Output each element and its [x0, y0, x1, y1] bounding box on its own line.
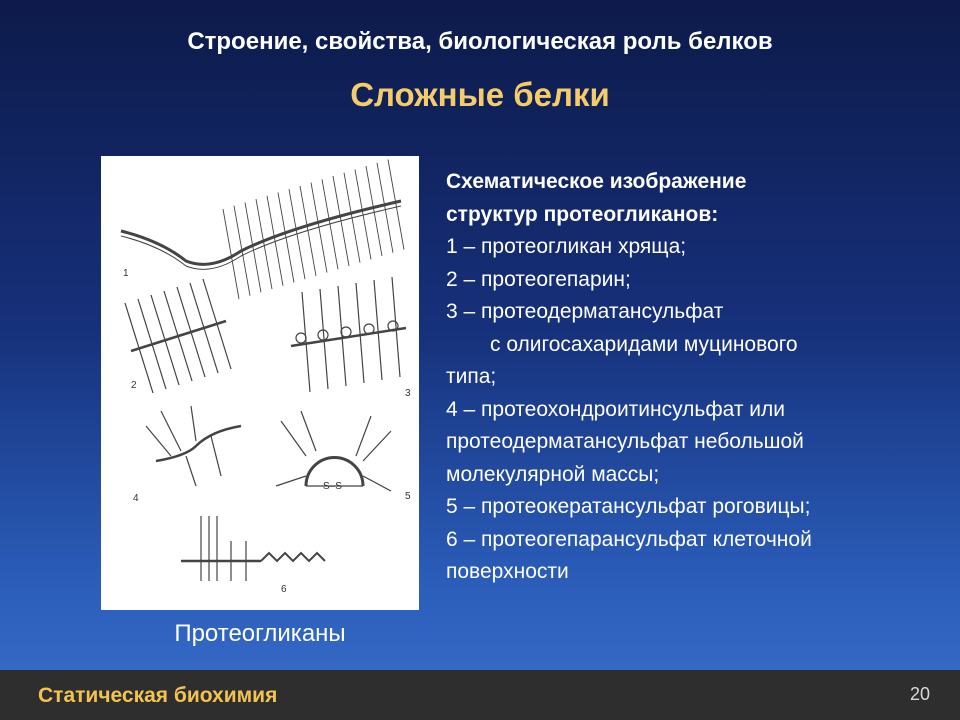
list-item: поверхности: [446, 560, 569, 583]
slide-subtitle: Сложные белки: [350, 76, 610, 113]
glycan-chain: [151, 295, 179, 385]
panel-5-diagram: [276, 411, 391, 491]
list-item: протеодерматансульфат небольшой: [446, 430, 804, 453]
list-item: молекулярной массы;: [446, 462, 660, 486]
figure-caption: Протеогликаны: [174, 620, 346, 647]
page-number: 20: [909, 684, 930, 704]
slide-title: Строение, свойства, биологическая роль белков: [187, 28, 773, 55]
glycan-chain: [203, 279, 231, 369]
panel-4-diagram: [146, 406, 241, 486]
list-item: типа;: [446, 365, 497, 388]
list-item: 5 – протеокератансульфат роговицы;: [446, 495, 811, 518]
description-heading-line2: структур протеогликанов:: [446, 202, 719, 226]
glycan-chain: [338, 286, 346, 386]
panel-5-label: 5: [405, 491, 411, 502]
panel-1-label: 1: [123, 268, 129, 279]
list-item: 6 – протеогепарансульфат клеточной: [446, 527, 812, 551]
proteoglycan-figure: [101, 156, 419, 610]
list-item: 3 – протеодерматансульфат: [446, 300, 724, 323]
description-block: [446, 166, 936, 589]
glycan-chain: [125, 303, 153, 393]
panel-1-diagram: [121, 160, 404, 300]
panel-4-label: 4: [133, 493, 139, 504]
panel-6-diagram: [181, 516, 325, 581]
glycan-chain: [138, 299, 166, 389]
proteoglycan-diagram: [101, 156, 419, 610]
glycan-chain: [356, 283, 364, 383]
panel-3-label: 3: [405, 388, 411, 399]
panel-6-label: 6: [281, 584, 287, 595]
panel-2-label: 2: [131, 380, 137, 391]
glycan-chain: [164, 291, 192, 381]
glycan-chain: [392, 277, 400, 377]
panel-2-diagram: [125, 279, 231, 393]
list-item: с олигосахаридами муцинового: [490, 332, 798, 356]
footer-title: Статическая биохимия: [38, 684, 278, 707]
list-item: 2 – протеогепарин;: [446, 267, 631, 291]
description-heading-line1: Схематическое изображение: [446, 170, 747, 193]
list-item: 4 – протеохондроитинсульфат или: [446, 397, 786, 421]
glycan-chain: [374, 280, 382, 380]
glycan-chain: [190, 283, 218, 373]
glycan-chain: [177, 287, 205, 377]
disulfide-label: S–S: [323, 481, 342, 492]
list-item: 1 – протеогликан хряща;: [446, 235, 687, 258]
panel-3-diagram: [291, 277, 406, 392]
